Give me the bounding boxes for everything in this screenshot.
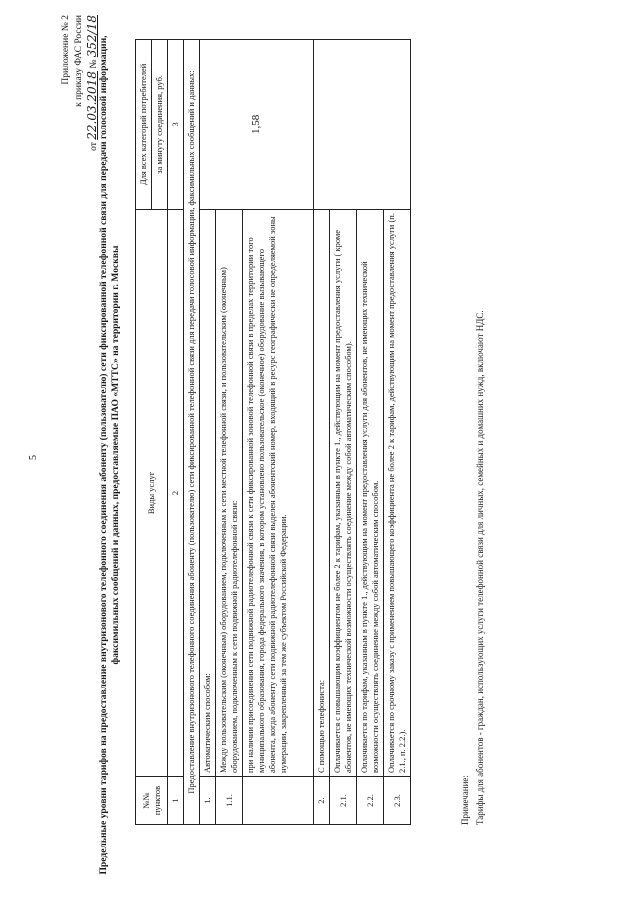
row-text: Оплачивается по тарифам, указанным в пункте 1., действующим на момент предоставления услуги для абонентов, не имеющих технической возможности осуществлять соединение между собой автоматическим способом. [357, 209, 384, 776]
header-row [136, 40, 152, 825]
order-number: 352/18 [85, 15, 99, 58]
row-text: Между пользовательским (оконечным) оборудованием, подключенным к сети местной телефонной связи, и пользовательским (оконечным) оборудованием, подключенным к сети подвижной радиотелефонной связи: [216, 209, 243, 776]
document-title: Предельные уровни тарифов на предоставление внутризонового телефонного соединения абоненту (пользователю) сети фиксированной телефонной связи для передачи голосовой информации, факсимильных сообщений и данных, предоставляемые ПАО «МТТС» на территории г. Москвы [98, 35, 121, 875]
row-text: Автоматическим способом: [200, 209, 216, 776]
row-num: 2.3. [384, 777, 411, 825]
colnum-2: 2 [168, 209, 184, 776]
tariff-table [135, 39, 411, 825]
number-prefix: № [89, 59, 99, 69]
header-unit: за минуту соединения, руб. [152, 40, 168, 210]
row-num: 1. [200, 777, 216, 825]
tariff-value: 1,58 [200, 40, 314, 210]
row-num: 2. [314, 777, 330, 825]
header-services: Виды услуг [136, 209, 168, 776]
page-number: 5 [28, 455, 39, 460]
date-prefix: от [89, 142, 99, 151]
row-num [243, 777, 314, 825]
row-num: 2.1. [330, 777, 357, 825]
section-row [184, 40, 200, 825]
row-text: С помощью телефониста: [314, 209, 330, 776]
table-row [200, 40, 216, 825]
note-title: Примечание: [460, 775, 470, 825]
colnum-1: 1 [168, 777, 184, 825]
appendix-block [60, 15, 101, 215]
header-categories: Для всех категорий потребителей [136, 40, 152, 210]
note-text: Тарифы для абонентов - граждан, использующих услуги телефонной связи для личных, семейных и домашних нужд, включают НДС. [475, 310, 485, 825]
row-num: 2.2. [357, 777, 384, 825]
appendix-title: Приложение № 2 [61, 15, 71, 85]
header-num: №№ пунктов [136, 777, 168, 825]
row-text: Оплачивается по срочному заказу с применением повышающего коэффициента не более 2 к тарифам, действующим на момент предоставления услуги (п. 2.1., п. 2.2.). [384, 209, 411, 776]
order-date: 22.03.2018 [85, 71, 99, 140]
colnum-row [168, 40, 184, 825]
table-row [314, 40, 330, 825]
row-text: при наличии присоединения сети подвижной радиотелефонной связи к сети фиксированной зоновой телефонной связи в пределах территории того муниципального образования, города федерального значения, в котором установлено пользовательское (оконечное) оборудование вызывающего абонента, когда абоненту сети подвижной радиотелефонной связи выделен абонентский номер, входящий в ресурс географически не определяемой зоны нумерации, закрепленный за тем же субъектом Российской Федерации. [243, 209, 314, 776]
colnum-3: 3 [168, 40, 184, 210]
empty-cell [314, 40, 411, 210]
row-text: Оплачивается с повышающим коэффициентом не более 2 к тарифам, указанным в пункте 1., действующим на момент предоставления услуги ( кроме абонентов, не имеющих технической возможности осуществлять соединение между собой автоматическим способом). [330, 209, 357, 776]
row-num: 1.1. [216, 777, 243, 825]
section-title: Предоставление внутризонового телефонного соединения абоненту (пользователю) сети фиксированной телефонной связи для передачи голосовой информации, факсимильных сообщений и данных: [184, 40, 200, 825]
appendix-order: к приказу ФАС России [74, 15, 84, 107]
